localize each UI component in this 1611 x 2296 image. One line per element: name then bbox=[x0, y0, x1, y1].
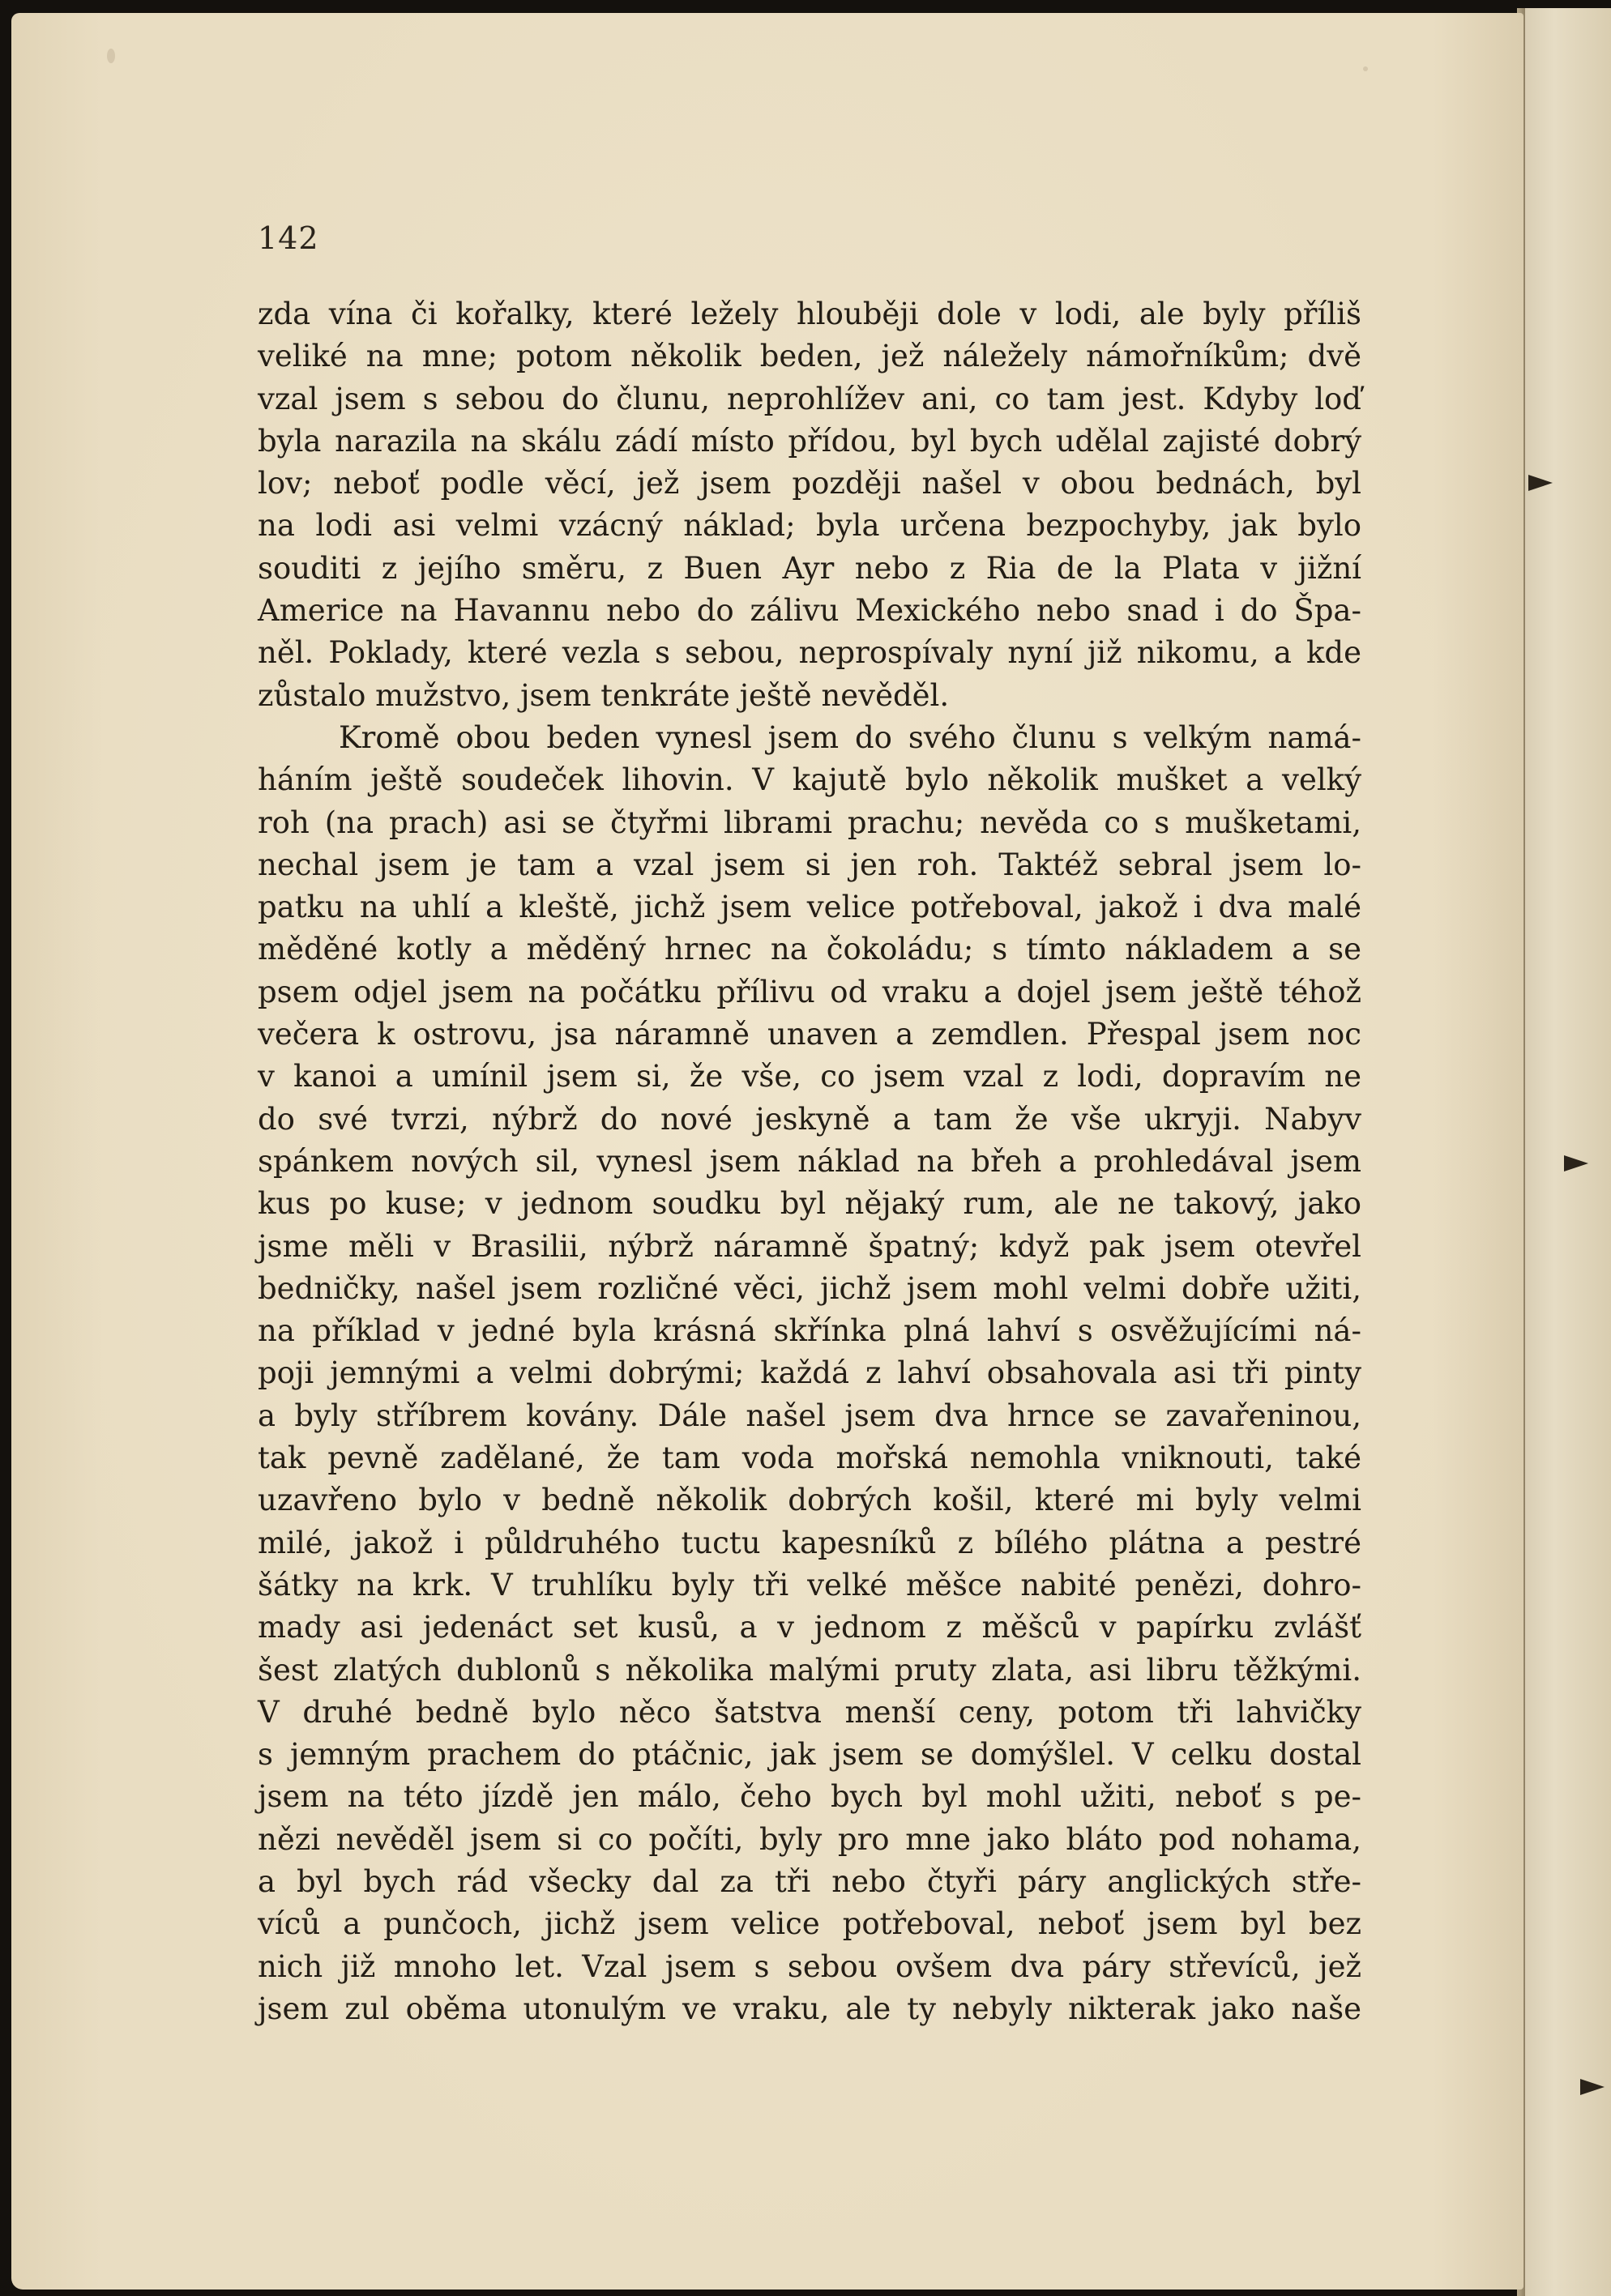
text-line: něl. Poklady, které vezla s sebou, neprospívaly nyní již nikomu, a kde bbox=[258, 635, 1361, 671]
text-line: patku na uhlí a kleště, jichž jsem velice potřeboval, jakož i dva malé bbox=[258, 890, 1361, 925]
text-line: nězi nevěděl jsem si co počíti, byly pro mne jako bláto pod nohama, bbox=[258, 1821, 1361, 1857]
adjacent-page-edge bbox=[1523, 8, 1611, 2296]
text-line: milé, jakož i půldruhého tuctu kapesníků z bílého plátna a pestré bbox=[258, 1525, 1361, 1560]
text-line: vzal jsem s sebou do člunu, neprohlížev ani, co tam jest. Kdyby loď bbox=[258, 381, 1361, 416]
body-text bbox=[258, 293, 1361, 2030]
text-line: s jemným prachem do ptáčnic, jak jsem se domýšlel. V celku dostal bbox=[258, 1737, 1361, 1773]
text-line: šest zlatých dublonů s několika malými pruty zlata, asi libru těžkými. bbox=[258, 1652, 1361, 1688]
text-line: do své tvrzi, nýbrž do nové jeskyně a tam že vše ukryji. Nabyv bbox=[258, 1101, 1361, 1137]
text-line: spánkem nových sil, vynesl jsem náklad na břeh a prohledával jsem bbox=[258, 1143, 1361, 1179]
page-edge-mark bbox=[1580, 2079, 1605, 2095]
text-line: a byly stříbrem kovány. Dále našel jsem dva hrnce se zavařeninou, bbox=[258, 1398, 1361, 1433]
text-line: lov; neboť podle věcí, jež jsem později našel v obou bednách, byl bbox=[258, 466, 1361, 501]
text-line: víců a punčoch, jichž jsem velice potřeboval, neboť jsem byl bez bbox=[258, 1906, 1361, 1942]
page-edge-mark bbox=[1564, 1155, 1588, 1171]
text-line: večera k ostrovu, jsa náramně unaven a zemdlen. Přespal jsem noc bbox=[258, 1017, 1361, 1052]
page-edge-mark bbox=[1528, 475, 1553, 491]
text-line: jsem zul oběma utonulým ve vraku, ale ty nebyly nikterak jako naše bbox=[258, 1991, 1361, 2026]
text-line: jsem na této jízdě jen málo, čeho bych byl mohl užiti, neboť s pe- bbox=[258, 1779, 1361, 1815]
text-line: byla narazila na skálu zádí místo přídou, byl bych udělal zajisté dobrý bbox=[258, 423, 1361, 459]
text-line: na lodi asi velmi vzácný náklad; byla určena bezpochyby, jak bylo bbox=[258, 508, 1361, 544]
text-line: zda vína či kořalky, které ležely hlouběji dole v lodi, ale byly příliš bbox=[258, 297, 1361, 331]
text-line: bedničky, našel jsem rozličné věci, jichž jsem mohl velmi dobře užiti, bbox=[258, 1270, 1361, 1306]
text-line: kus po kuse; v jednom soudku byl nějaký rum, ale ne takový, jako bbox=[258, 1186, 1361, 1222]
text-line: v kanoi a umínil jsem si, že vše, co jsem vzal z lodi, dopravím ne bbox=[258, 1059, 1361, 1095]
ink-smudge bbox=[1363, 66, 1368, 71]
text-line: na příklad v jedné byla krásná skřínka plná lahví s osvěžujícími ná- bbox=[258, 1313, 1361, 1349]
text-line: veliké na mne; potom několik beden, jež náležely námořníkům; dvě bbox=[258, 339, 1361, 374]
text-line: uzavřeno bylo v bedně několik dobrých košil, které mi byly velmi bbox=[258, 1483, 1361, 1518]
text-line: a byl bych rád všecky dal za tři nebo čtyři páry anglických stře- bbox=[258, 1863, 1361, 1899]
text-line: roh (na prach) asi se čtyřmi librami prachu; nevěda co s mušketami, bbox=[258, 804, 1361, 840]
text-line: tak pevně zadělané, že tam voda mořská nemohla vniknouti, také bbox=[258, 1440, 1361, 1476]
text-line: nich již mnoho let. Vzal jsem s sebou ovšem dva páry střevíců, jež bbox=[258, 1948, 1361, 1984]
text-line: háním ještě soudeček lihovin. V kajutě bylo několik mušket a velký bbox=[258, 762, 1361, 798]
paragraph-start-line: Kromě obou beden vynesl jsem do svého člunu s velkým namá- bbox=[339, 719, 1361, 755]
text-line: poji jemnými a velmi dobrými; každá z lahví obsahovala asi tři pinty bbox=[258, 1355, 1361, 1391]
text-line: Americe na Havannu nebo do zálivu Mexického nebo snad i do Špa- bbox=[258, 593, 1361, 629]
text-line: jsme měli v Brasilii, nýbrž náramně špatný; když pak jsem otevřel bbox=[258, 1228, 1361, 1264]
text-line: mady asi jedenáct set kusů, a v jednom z měšců v papírku zvlášť bbox=[258, 1610, 1361, 1645]
text-line: souditi z jejího směru, z Buen Ayr nebo z Ria de la Plata v jižní bbox=[258, 550, 1361, 586]
text-line: šátky na krk. V truhlíku byly tři velké měšce nabité penězi, dohro- bbox=[258, 1567, 1361, 1603]
text-line: psem odjel jsem na počátku přílivu od vraku a dojel jsem ještě téhož bbox=[258, 974, 1361, 1009]
text-line: nechal jsem je tam a vzal jsem si jen roh. Taktéž sebral jsem lo- bbox=[258, 847, 1361, 882]
ink-smudge bbox=[107, 49, 115, 63]
page-number: 142 bbox=[258, 220, 319, 256]
text-line: V druhé bedně bylo něco šatstva menší ceny, potom tři lahvičky bbox=[258, 1694, 1361, 1730]
text-line: měděné kotly a měděný hrnec na čokoládu; s tímto nákladem a se bbox=[258, 932, 1361, 967]
text-line: zůstalo mužstvo, jsem tenkráte ještě nevěděl. bbox=[258, 677, 950, 713]
